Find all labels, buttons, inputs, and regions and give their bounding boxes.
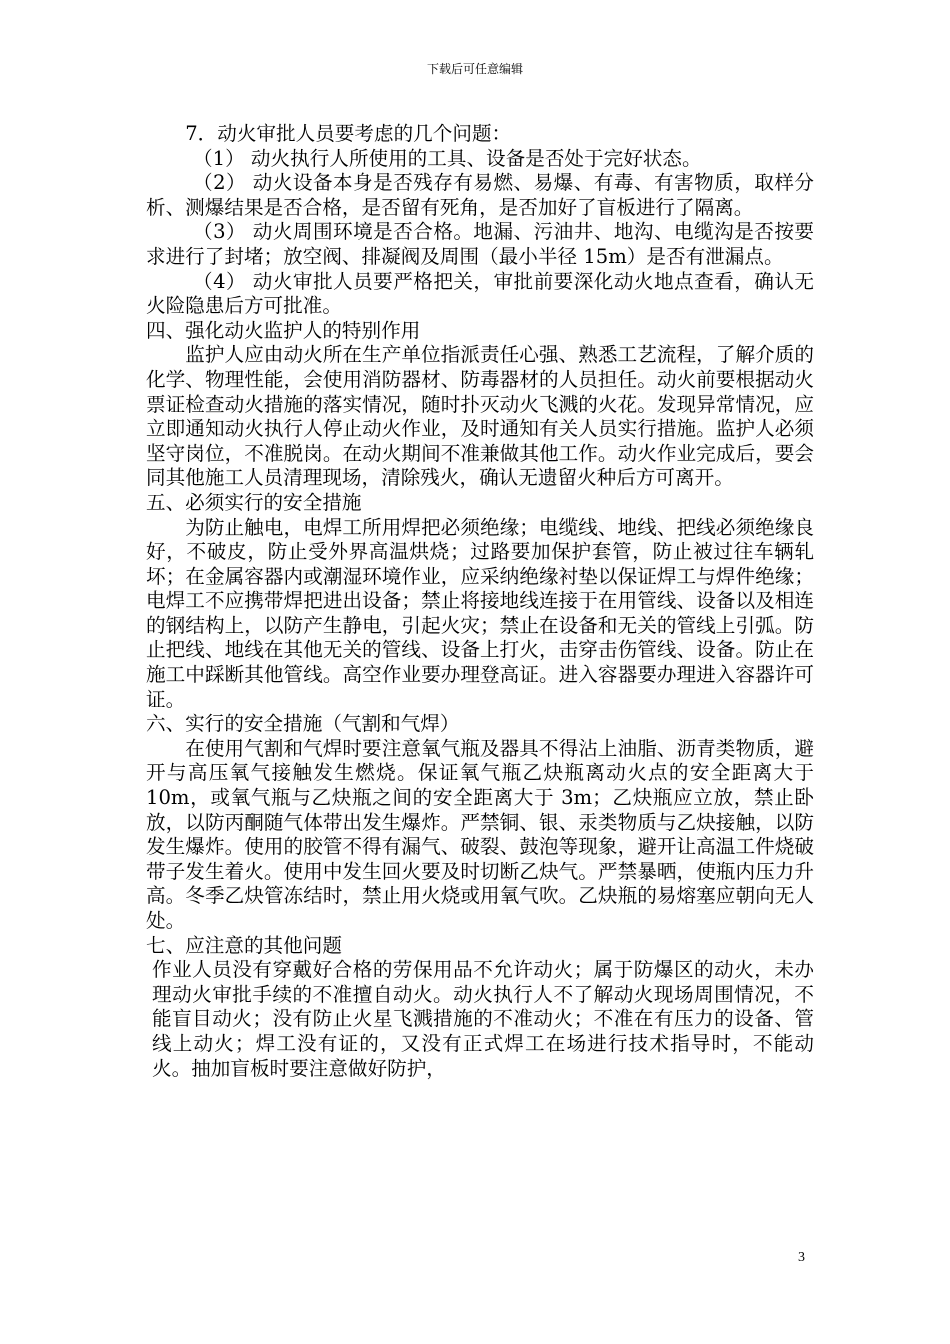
paragraph-sub-2: （2） 动火设备本身是否残存有易燃、易爆、有毒、有害物质，取样分析、测爆结果是否合格，是否留有死角，是否加好了盲板进行了隔离。 xyxy=(146,171,814,219)
paragraph-sub-4: （4） 动火审批人员要严格把关，审批前要深化动火地点查看，确认无火险隐患后方可批准。 xyxy=(146,269,814,318)
page-header: 下载后可任意编辑 xyxy=(426,62,523,76)
section-heading-5: 五、必须实行的安全措施 xyxy=(146,490,362,514)
section-heading-7: 七、应注意的其他问题 xyxy=(146,933,342,957)
paragraph-section-7: 作业人员没有穿戴好合格的劳保用品不允许动火；属于防爆区的动火，未办理动火审批手续的不准擅自动火。动火执行人不了解动火现场周围情况，不能盲目动火；没有防止火星飞溅措施的不准动火；不准在有压力的设备、管线上动火；焊工没有证的，又没有正式焊工在场进行技术指导时，不能动火。抽加盲板时要注意做好防护， xyxy=(152,958,814,1080)
paragraph-sub-1: （1） 动火执行人所使用的工具、设备是否处于完好状态。 xyxy=(193,146,702,170)
paragraph-item-7: 7．动火审批人员要考虑的几个问题： xyxy=(185,122,512,145)
paragraph-section-4: 监护人应由动火所在生产单位指派责任心强、熟悉工艺流程，了解介质的化学、物理性能，会使用消防器材、防毒器材的人员担任。动火前要根据动火票证检查动火措施的落实情况，随时扑灭动火飞溅的火花。发现异常情况，应立即通知动火执行人停止动火作业，及时通知有关人员实行措施。监护人必须坚守岗位，不准脱岗。在动火期间不准兼做其他工作。动火作业完成后，要会同其他施工人员清理现场，清除残火，确认无遗留火种后方可离开。 xyxy=(146,343,814,490)
paragraph-section-6: 在使用气割和气焊时要注意氧气瓶及器具不得沾上油脂、沥青类物质，避开与高压氧气接触发生燃烧。保证氧气瓶乙炔瓶离动火点的安全距离大于 10m，或氧气瓶与乙炔瓶之间的安全距离大于 3m；乙炔瓶应立放，禁止卧放，以防丙酮随气体带出发生爆炸。严禁铜、银、汞类物质与乙炔接触，以防发生爆炸。使用的胶管不得有漏气、破裂、鼓泡等现象，避开让高温工件烧破带子发生着火。使用中发生回火要及时切断乙炔气。严禁暴晒，使瓶内压力升高。冬季乙炔管冻结时，禁止用火烧或用氧气吹。乙炔瓶的易熔塞应朝向无人处。 xyxy=(146,736,814,932)
page-number: 3 xyxy=(798,1250,805,1265)
paragraph-section-5: 为防止触电，电焊工所用焊把必须绝缘；电缆线、地线、把线必须绝缘良好，不破皮，防止受外界高温烘烧；过路要加保护套管，防止被过往车辆轧坏；在金属容器内或潮湿环境作业，应采纳绝缘衬垫以保证焊工与焊件绝缘；电焊工不应携带焊把进出设备；禁止将接地线连接于在用管线、设备以及相连的钢结构上，以防产生静电，引起火灾；禁止在设备和无关的管线上引弧。防止把线、地线在其他无关的管线、设备上打火，击穿击伤管线、设备。防止在施工中踩断其他管线。高空作业要办理登高证。进入容器要办理进入容器许可证。 xyxy=(146,515,814,711)
body-text xyxy=(146,122,814,1081)
section-heading-4: 四、强化动火监护人的特别作用 xyxy=(146,318,421,342)
paragraph-sub-3: （3） 动火周围环境是否合格。地漏、污油井、地沟、电缆沟是否按要求进行了封堵；放空阀、排凝阀及周围（最小半径 15m）是否有泄漏点。 xyxy=(146,220,814,268)
section-heading-6: 六、实行的安全措施（气割和气焊） xyxy=(146,712,460,736)
